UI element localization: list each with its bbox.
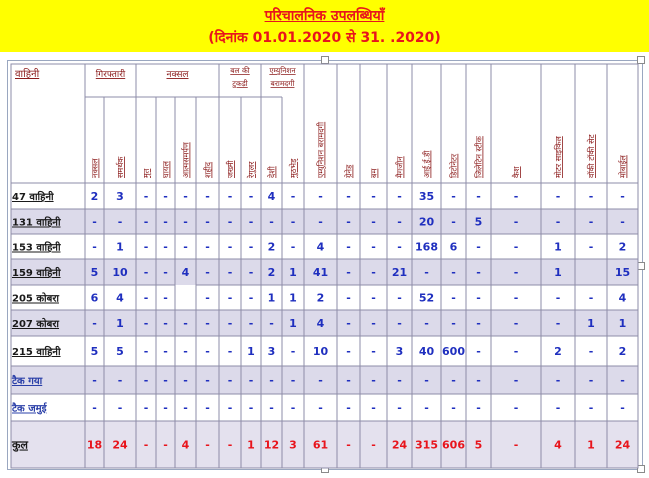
data-cell: 1 (247, 345, 255, 358)
data-cell: 4 (181, 266, 190, 279)
data-cell: - (227, 374, 233, 387)
group-header: बल की टुकड़ी (230, 66, 250, 88)
data-cell: - (513, 215, 519, 229)
data-cell: - (513, 317, 519, 330)
column-header: शहीद (203, 161, 213, 178)
data-cell: - (183, 240, 188, 254)
data-cell: - (476, 240, 481, 254)
data-cell: - (205, 317, 210, 330)
data-cell: 10 (312, 345, 329, 358)
column-header: कैश (512, 166, 521, 178)
column-header: रेगुलर (247, 161, 256, 178)
total-cell: 18 (86, 438, 103, 452)
data-cell: - (227, 190, 233, 203)
data-cell: - (117, 215, 123, 229)
data-cell: - (163, 266, 168, 279)
data-cell: - (248, 190, 254, 203)
data-cell: - (620, 190, 625, 203)
data-cell: - (424, 374, 429, 387)
data-cell: - (424, 401, 429, 415)
column-header: नक्सल (90, 158, 100, 178)
column-header: जख्मी (226, 160, 235, 178)
data-cell: 41 (312, 266, 329, 279)
data-cell: - (205, 374, 210, 387)
data-cell: - (371, 266, 376, 279)
row-label: 153 वाहिनी (12, 242, 61, 254)
column-header: बम (369, 168, 379, 178)
data-cell: - (205, 266, 210, 279)
column-header: डिटोनेटर (449, 153, 459, 178)
total-cell: 4 (554, 438, 562, 452)
row-label: 159 वाहिनी (12, 268, 61, 279)
data-cell: 1 (554, 240, 562, 254)
data-cell: - (205, 345, 210, 358)
data-cell: - (346, 266, 351, 279)
data-cell: - (346, 215, 351, 229)
data-cell: - (269, 374, 274, 387)
column-header: घायल (161, 161, 171, 178)
column-header: मुठभेड़ (289, 158, 298, 178)
data-cell: - (476, 317, 481, 330)
data-cell: - (476, 401, 481, 415)
row-label: 205 कोबरा (12, 293, 60, 305)
data-cell: - (183, 190, 188, 203)
data-cell: - (92, 317, 97, 330)
data-cell: - (227, 317, 233, 330)
data-cell: - (371, 345, 376, 358)
table-row-background (11, 310, 638, 336)
data-cell: - (117, 374, 123, 387)
total-cell: 606 (442, 438, 465, 452)
data-cell: 2 (554, 345, 562, 358)
column-header: मृत (142, 168, 151, 178)
data-cell: - (424, 317, 429, 330)
column-header: आई.ई.डी (422, 150, 432, 178)
data-cell: - (143, 317, 149, 330)
table-row-background (11, 183, 638, 209)
data-cell: 4 (267, 190, 276, 203)
group-header: नक्सल (166, 70, 189, 80)
data-cell: 4 (316, 317, 325, 330)
data-cell: - (451, 401, 456, 415)
total-cell: - (513, 438, 519, 452)
total-cell: 3 (289, 438, 297, 452)
data-cell: - (205, 190, 210, 203)
data-cell: - (588, 374, 594, 387)
data-cell: - (397, 291, 402, 305)
data-cell: - (290, 401, 296, 415)
data-cell: 600 (442, 345, 465, 358)
table-row-background (11, 209, 638, 234)
data-cell: - (205, 401, 210, 415)
data-cell: - (451, 291, 456, 305)
data-cell: 1 (116, 240, 124, 254)
data-cell: - (397, 317, 402, 330)
data-cell: 1 (618, 317, 627, 330)
data-cell: - (476, 291, 481, 305)
data-cell: 5 (116, 345, 124, 358)
data-cell: - (248, 374, 254, 387)
column-header: जिलेटिन स्टीक (474, 136, 484, 178)
row-label: टैक गया (12, 376, 43, 387)
data-cell: - (290, 215, 296, 229)
data-cell: - (371, 190, 376, 203)
total-cell: 315 (415, 438, 438, 452)
vahini-header: वाहिनी (15, 69, 40, 80)
total-cell: - (143, 438, 149, 452)
data-cell: 40 (418, 345, 435, 358)
data-cell: - (248, 291, 254, 305)
data-cell: - (248, 317, 254, 330)
data-cell: - (269, 215, 274, 229)
data-cell: 2 (618, 345, 627, 358)
data-cell: 2 (267, 240, 276, 254)
data-cell: - (92, 240, 97, 254)
data-cell: - (588, 345, 594, 358)
column-header: आत्मसमर्पण (181, 142, 191, 178)
data-cell: 3 (267, 345, 276, 358)
data-cell: - (143, 401, 149, 415)
total-cell: 61 (312, 438, 329, 452)
data-cell: 1 (289, 317, 297, 330)
data-cell: - (451, 266, 456, 279)
data-cell: - (143, 190, 149, 203)
total-cell: 4 (181, 438, 190, 452)
data-cell: 52 (418, 291, 435, 305)
total-cell: - (163, 438, 168, 452)
data-cell: - (346, 374, 351, 387)
data-cell: - (163, 401, 168, 415)
data-cell: - (555, 317, 561, 330)
data-cell: - (318, 401, 323, 415)
row-label: 207 कोबरा (12, 319, 60, 330)
data-cell: - (227, 215, 233, 229)
data-cell: - (397, 374, 402, 387)
data-cell: - (620, 374, 625, 387)
data-cell: - (163, 291, 168, 305)
data-cell: 35 (418, 190, 435, 203)
data-cell: - (513, 240, 519, 254)
column-header: मोटर साइकिल (554, 136, 563, 178)
data-cell: - (424, 266, 429, 279)
data-cell: - (248, 240, 254, 254)
data-cell: - (346, 291, 351, 305)
data-cell: 2 (316, 291, 325, 305)
column-header: एम्युनिशन बरामदगी (316, 121, 326, 178)
column-header: मोबाईल (618, 155, 628, 178)
data-cell: 5 (90, 345, 99, 358)
data-cell: - (371, 291, 376, 305)
table-row-background (11, 234, 638, 259)
data-cell: - (143, 215, 149, 229)
data-cell: - (227, 401, 233, 415)
data-cell: - (476, 374, 481, 387)
data-cell: 168 (415, 240, 438, 254)
group-header: गिरफ्तारी (95, 70, 126, 80)
data-cell: 1 (587, 317, 595, 330)
data-cell: - (163, 215, 168, 229)
total-cell: - (227, 438, 233, 452)
data-cell: 3 (116, 190, 124, 203)
table-row-background (11, 285, 638, 310)
data-cell: - (143, 291, 149, 305)
data-cell: - (555, 291, 561, 305)
data-cell: - (227, 266, 233, 279)
data-cell: - (163, 190, 168, 203)
data-cell: - (205, 291, 210, 305)
data-cell: - (588, 190, 594, 203)
data-cell: - (227, 291, 233, 305)
data-cell: - (290, 240, 296, 254)
data-cell: 4 (316, 240, 325, 254)
data-cell: - (143, 374, 149, 387)
data-cell: - (318, 215, 323, 229)
total-cell: - (371, 438, 376, 452)
page-title: परिचालनिक उपलब्धियाँ (264, 8, 385, 24)
data-cell: - (371, 317, 376, 330)
data-cell: - (620, 401, 625, 415)
data-cell: - (346, 401, 351, 415)
data-cell: - (269, 317, 274, 330)
column-header: मैगजीन (395, 156, 405, 178)
data-cell: - (476, 266, 481, 279)
data-cell: - (183, 374, 188, 387)
data-cell: - (346, 240, 351, 254)
data-cell: - (248, 401, 254, 415)
total-label: कुल (12, 438, 28, 452)
total-cell: 1 (247, 438, 255, 452)
data-cell: - (588, 291, 594, 305)
total-cell: 24 (112, 438, 128, 452)
data-cell: 4 (618, 291, 627, 305)
column-header: वॉकी टॉकी सेट (587, 134, 596, 178)
data-cell: 10 (112, 266, 128, 279)
row-label: 131 वाहिनी (12, 217, 61, 229)
data-cell: - (248, 215, 254, 229)
data-cell: - (143, 266, 149, 279)
total-cell: 24 (614, 438, 631, 452)
data-cell: - (620, 215, 625, 229)
data-cell: - (451, 317, 456, 330)
column-header: समर्थक (116, 156, 125, 178)
data-cell: - (451, 190, 456, 203)
data-cell: - (290, 190, 296, 203)
data-cell: 15 (614, 266, 631, 279)
data-cell: - (163, 240, 168, 254)
data-cell: - (397, 215, 402, 229)
data-cell: - (318, 190, 323, 203)
data-cell: - (227, 345, 233, 358)
data-cell: - (205, 215, 210, 229)
data-cell: 5 (90, 266, 99, 279)
data-cell: - (143, 240, 149, 254)
data-cell: - (513, 345, 519, 358)
page-subtitle: (दिनांक 01.01.2020 से 31. .2020) (208, 30, 441, 46)
data-cell: - (318, 374, 323, 387)
data-cell: 1 (554, 266, 562, 279)
data-cell: - (476, 190, 481, 203)
data-cell: - (371, 215, 376, 229)
data-cell: - (227, 240, 233, 254)
total-cell: - (346, 438, 351, 452)
data-cell: - (346, 345, 351, 358)
data-cell: - (513, 401, 519, 415)
data-cell: - (92, 215, 97, 229)
data-cell: 1 (289, 266, 297, 279)
data-cell: - (371, 374, 376, 387)
data-cell: - (143, 345, 149, 358)
row-label: टैक जमुई (12, 403, 47, 415)
data-cell: 20 (418, 215, 435, 229)
total-cell: - (205, 438, 210, 452)
total-cell: 5 (474, 438, 483, 452)
data-cell: - (513, 291, 519, 305)
data-cell: 2 (90, 190, 99, 203)
data-cell: 21 (391, 266, 408, 279)
data-cell: - (290, 374, 296, 387)
data-cell: - (183, 317, 188, 330)
data-cell: - (555, 374, 561, 387)
data-cell: 6 (449, 240, 458, 254)
row-label: 47 वाहिनी (12, 192, 54, 203)
data-cell: - (92, 374, 97, 387)
data-cell: - (163, 345, 168, 358)
data-cell: - (290, 345, 296, 358)
data-cell: - (555, 215, 561, 229)
data-cell: 1 (289, 291, 297, 305)
data-cell: 2 (618, 240, 627, 254)
data-cell: - (397, 190, 402, 203)
table-row-background (11, 394, 638, 421)
data-cell: 1 (116, 317, 124, 330)
data-cell: - (371, 401, 376, 415)
group-header: एम्युनिशन बरामदगी (269, 66, 296, 88)
data-cell: - (451, 215, 456, 229)
total-cell: 24 (391, 438, 408, 452)
data-cell: - (555, 401, 561, 415)
data-cell: - (269, 401, 274, 415)
data-cell: - (555, 190, 561, 203)
data-cell: - (346, 190, 351, 203)
data-cell: - (476, 345, 481, 358)
row-label: 215 वाहिनी (12, 347, 61, 358)
data-cell: - (371, 240, 376, 254)
data-cell: 5 (474, 215, 483, 229)
data-cell: - (588, 240, 594, 254)
data-cell: - (117, 401, 123, 415)
data-cell: - (346, 317, 351, 330)
data-cell: 2 (267, 266, 276, 279)
data-cell: - (513, 374, 519, 387)
total-cell: 12 (263, 438, 280, 452)
data-cell: - (248, 266, 254, 279)
data-cell: - (183, 215, 188, 229)
total-cell: 1 (587, 438, 595, 452)
data-cell: 6 (90, 291, 99, 305)
data-cell: - (451, 374, 456, 387)
data-cell: - (183, 401, 188, 415)
data-cell: 4 (116, 291, 124, 305)
data-cell: - (183, 345, 188, 358)
data-cell: - (588, 401, 594, 415)
data-cell: - (205, 240, 210, 254)
data-cell: - (513, 190, 519, 203)
data-cell: 3 (395, 345, 404, 358)
data-cell: - (163, 374, 168, 387)
data-cell: - (397, 401, 402, 415)
table-row-background (11, 366, 638, 394)
data-cell: - (92, 401, 97, 415)
column-header: ग्रेनेड (344, 164, 354, 178)
data-cell: - (513, 266, 519, 279)
data-cell: 1 (267, 291, 276, 305)
data-cell: - (163, 317, 168, 330)
column-header: देशी (267, 166, 277, 178)
data-cell: - (397, 240, 402, 254)
data-cell: - (588, 215, 594, 229)
